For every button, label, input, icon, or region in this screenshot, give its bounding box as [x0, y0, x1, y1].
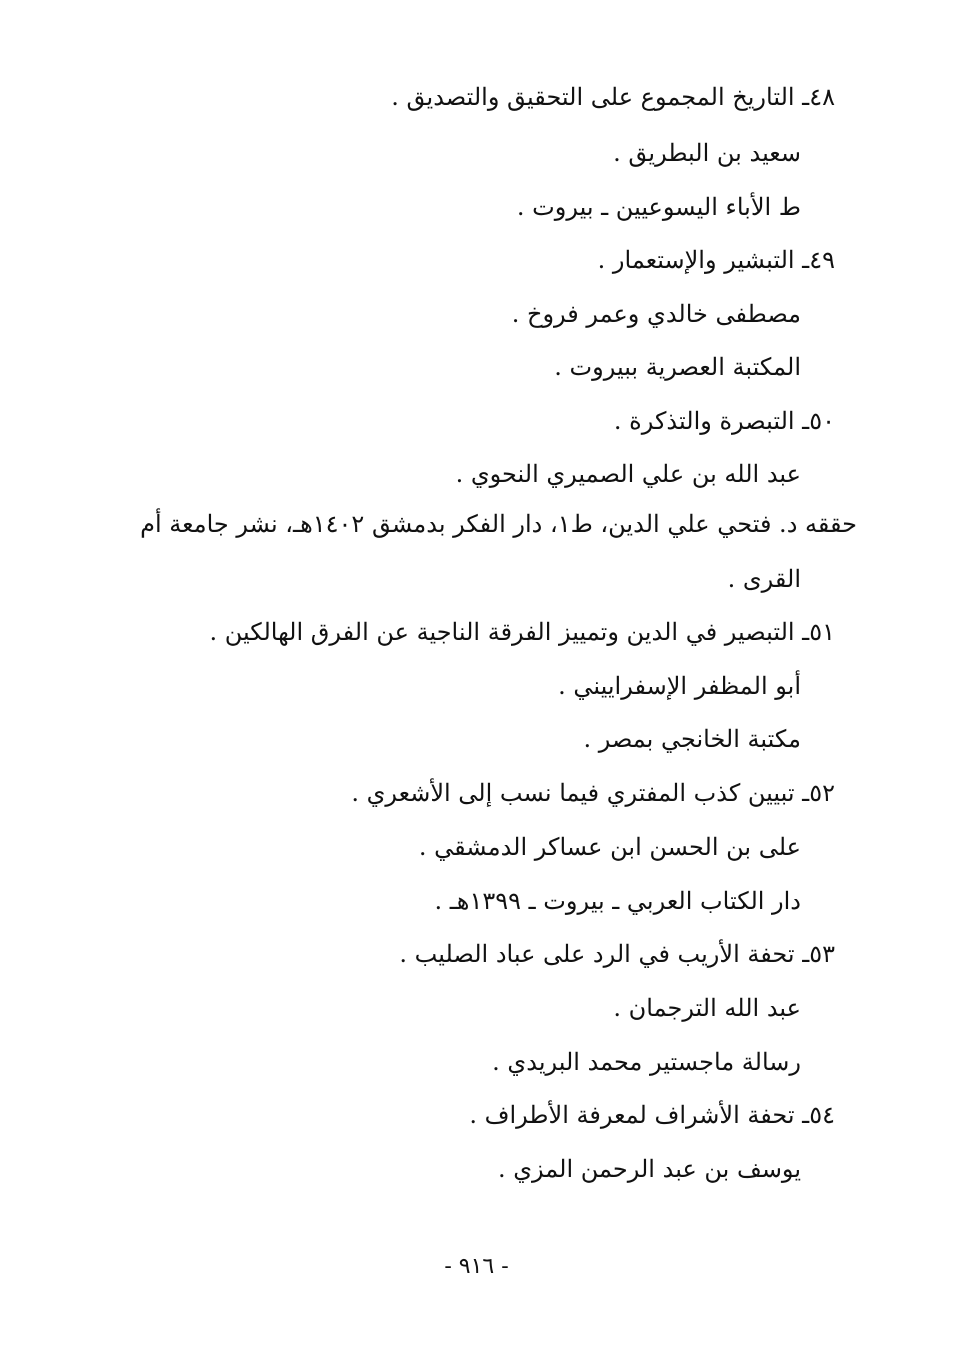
- entry-49-title: ٤٩ـ التبشير والإستعمار .: [597, 246, 835, 274]
- entry-54-title: ٥٤ـ تحفة الأشراف لمعرفة الأطراف .: [469, 1101, 835, 1129]
- entry-51-author: أبو المظفر الإسفراييني .: [558, 672, 801, 700]
- entry-53-source: رسالة ماجستير محمد البريدي .: [492, 1048, 801, 1076]
- entry-49-author: مصطفى خالدي وعمر فروخ .: [511, 300, 801, 328]
- entry-50-editor: حققه د. فتحي علي الدين، ط١، دار الفكر بدمشق ١٤٠٢هـ، نشر جامعة أم: [140, 510, 857, 538]
- entry-52-author: على بن الحسن ابن عساكر الدمشقي .: [418, 833, 801, 861]
- entry-50-title: ٥٠ـ التبصرة والتذكرة .: [613, 407, 835, 435]
- entry-52-publisher: دار الكتاب العربي ـ بيروت ـ ١٣٩٩هـ .: [434, 887, 801, 915]
- entry-53-title: ٥٣ـ تحفة الأريب في الرد على عباد الصليب .: [399, 940, 835, 968]
- entry-50-editor-continued: القرى .: [727, 565, 801, 593]
- entry-51-title: ٥١ـ التبصير في الدين وتمييز الفرقة الناجية عن الفرق الهالكين .: [209, 618, 835, 646]
- entry-54-author: يوسف بن عبد الرحمن المزي .: [498, 1155, 801, 1183]
- entry-48-title: ٤٨ـ التاريخ المجموع على التحقيق والتصديق .: [391, 83, 835, 111]
- entry-53-author: عبد الله الترجمان .: [613, 994, 801, 1022]
- entry-48-author: سعيد بن البطريق .: [613, 139, 801, 167]
- entry-50-author: عبد الله بن علي الصميري النحوي .: [455, 460, 801, 488]
- entry-49-publisher: المكتبة العصرية ببيروت .: [554, 353, 801, 381]
- entry-52-title: ٥٢ـ تبيين كذب المفتري فيما نسب إلى الأشعري .: [351, 779, 835, 807]
- page-number: - ٩١٦ -: [444, 1254, 509, 1279]
- entry-51-publisher: مكتبة الخانجي بمصر .: [583, 725, 801, 753]
- entry-48-publisher: ط الأباء اليسوعيين ـ بيروت .: [516, 193, 801, 221]
